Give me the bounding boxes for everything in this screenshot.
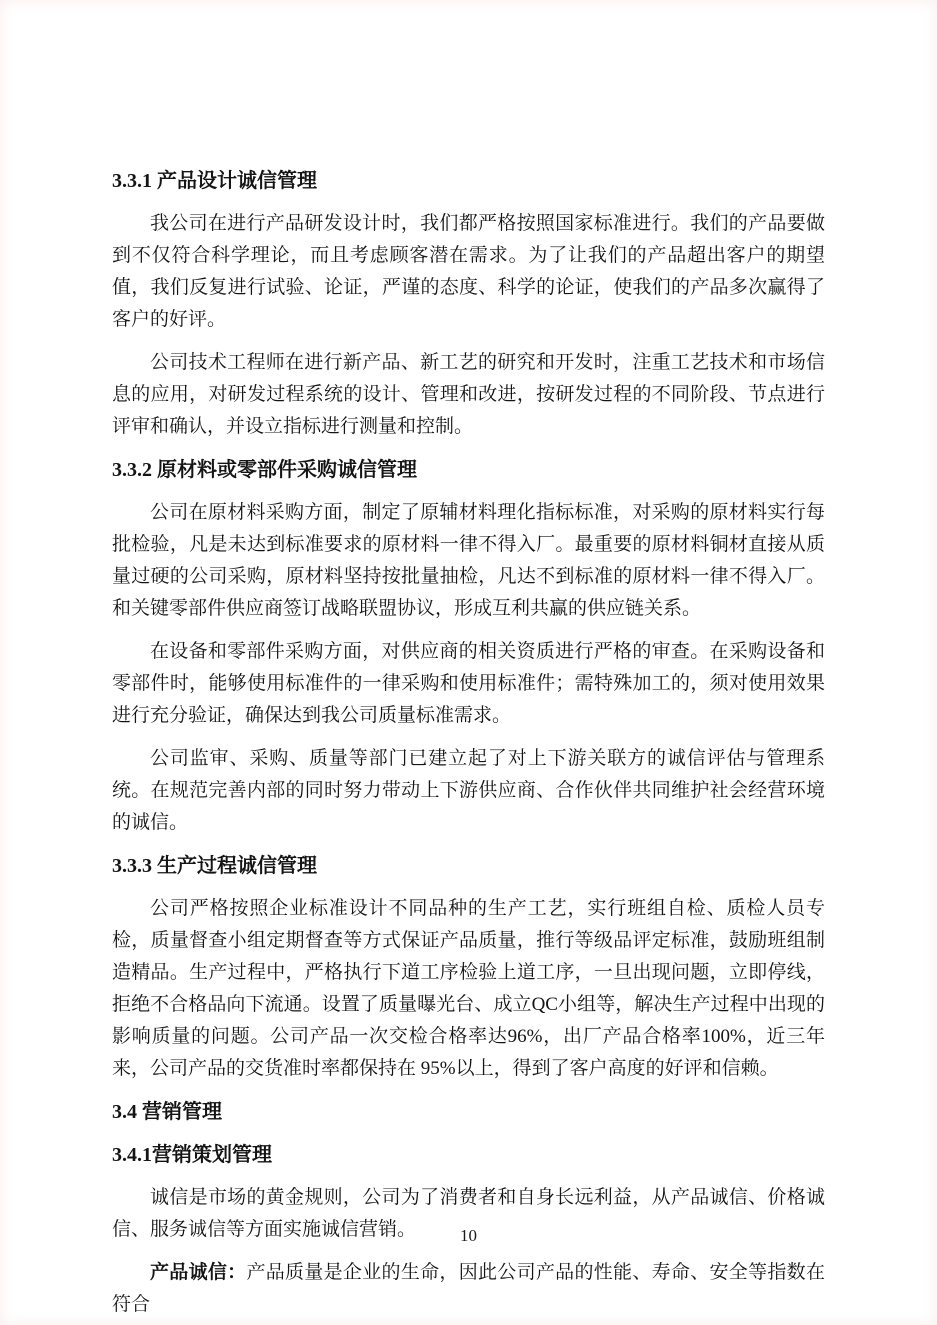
paragraph-marketing-planning: 诚信是市场的黄金规则，公司为了消费者和自身长远利益，从产品诚信、价格诚信、服务诚信等方面实施诚信营销。 [112,1187,825,1240]
paragraph-text: 产品质量是企业的生命，因此公司产品的性能、寿命、安全等指数在符合 [112,1262,825,1315]
paragraph-procurement-3: 公司监审、采购、质量等部门已建立起了对上下游关联方的诚信评估与管理系统。在规范完善内部的同时努力带动上下游供应商、合作伙伴共同维护社会经营环境的诚信。 [112,748,825,833]
page-number: 10 [460,1226,477,1245]
paragraph-procurement-1: 公司在原材料采购方面，制定了原辅材料理化指标标准，对采购的原材料实行每批检验，凡是未达到标准要求的原材料一律不得入厂。最重要的原材料铜材直接从质量过硬的公司采购，原材料坚持按批量抽检，凡达不到标准的原材料一律不得入厂。和关键零部件供应商签订战略联盟协议，形成互利共赢的供应链关系。 [112,502,825,619]
section-heading-3-3-2: 3.3.2 原材料或零部件采购诚信管理 [112,459,417,481]
paragraph-product-design-1: 我公司在进行产品研发设计时，我们都严格按照国家标准进行。我们的产品要做到不仅符合科学理论，而且考虑顾客潜在需求。为了让我们的产品超出客户的期望值，我们反复进行试验、论证，严谨的态度、科学的论证，使我们的产品多次赢得了客户的好评。 [112,213,825,330]
section-heading-3-3-3: 3.3.3 生产过程诚信管理 [112,855,317,877]
section-heading-3-3-1: 3.3.1 产品设计诚信管理 [112,170,317,192]
paragraph-product-integrity [112,1257,825,1321]
section-heading-3-4-1: 3.4.1营销策划管理 [112,1144,272,1166]
paragraph-production-process: 公司严格按照企业标准设计不同品种的生产工艺，实行班组自检、质检人员专检，质量督查小组定期督查等方式保证产品质量，推行等级品评定标准，鼓励班组制造精品。生产过程中，严格执行下道工序检验上道工序，一旦出现问题，立即停线，拒绝不合格品向下流通。设置了质量曝光台、成立QC小组等，解决生产过程中出现的影响质量的问题。公司产品一次交检合格率达96%，出厂产品合格率100%，近三年来，公司产品的交货准时率都保持在 95%以上，得到了客户高度的好评和信赖。 [112,898,825,1079]
paragraph-procurement-2: 在设备和零部件采购方面，对供应商的相关资质进行严格的审查。在采购设备和零部件时，能够使用标准件的一律采购和使用标准件；需特殊加工的，须对使用效果进行充分验证，确保达到我公司质量标准需求。 [112,641,825,726]
section-heading-3-4: 3.4 营销管理 [112,1101,222,1123]
paragraph-bold-lead: 产品诚信： [150,1262,247,1283]
paragraph-product-design-2: 公司技术工程师在进行新产品、新工艺的研究和开发时，注重工艺技术和市场信息的应用，对研发过程系统的设计、管理和改进，按研发过程的不同阶段、节点进行评审和确认，并设立指标进行测量和控制。 [112,352,825,437]
